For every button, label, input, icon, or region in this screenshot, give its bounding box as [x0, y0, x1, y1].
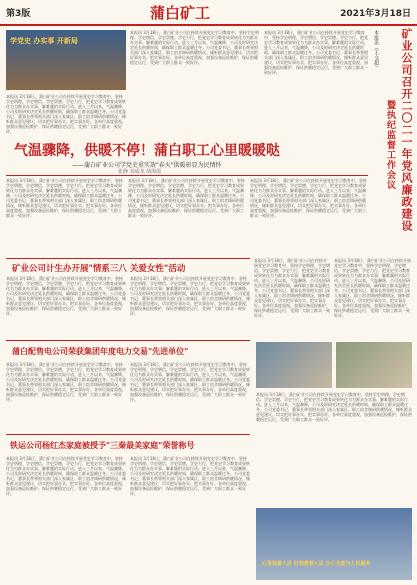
story4-headline: 铁运公司杨红杰家庭被授予"三秦最美家庭"荣誉称号 — [10, 441, 195, 450]
side-col1: 本报讯 3月18日，蒲白矿业公司在持续开展党史学习教育中，坚持学史明理、学史增信、学史崇德、学史力行，把党史学习教育成果转化为为群众办实事、解难题的实际行动。进入三月以来，气温骤降，公司及时研究决定延长供暖时间，确保职工群众温暖过冬。公司党委书记、董事长带领相关部门深入家属区、职工宿舍调研供暖情况，倾听群众意见建议，切实把好事办实、把实事办好。各单位高度重视，加强设备巡检维护，保证供暖稳定运行，受到广大职工群众一致好评。 — [254, 258, 330, 318]
story4-rule — [6, 434, 250, 435]
side-title: 矿业公司召开二〇二一年党风廉政建设 — [400, 28, 413, 232]
side-photo-2 — [336, 342, 412, 388]
side-byline: 本报讯（王文超） — [373, 30, 379, 70]
issue-date: 2021年3月18日 — [340, 9, 411, 19]
side-title2: 暨执纪监督工作会议 — [385, 100, 395, 190]
story1-col3: 本报讯 3月18日，蒲白矿业公司在持续开展党史学习教育中，坚持学史明理、学史增信、学史崇德、学史力行，把党史学习教育成果转化为为群众办实事、解难题的实际行动。进入三月以来，气温骤降，公司及时研究决定延长供暖时间，确保职工群众温暖过冬。公司党委书记、董事长带领相关部门深入家属区、职工宿舍调研供暖情况，倾听群众意见建议，切实把好事办实、把实事办好。各单位高度重视，加强设备巡检维护，保证供暖稳定运行，受到广大职工群众一致好评。 — [250, 178, 367, 218]
masthead: 蒲白矿工 — [150, 4, 211, 22]
story1-headline: 气温骤降，供暖不停！蒲白职工心里暖暖哒 — [14, 143, 280, 159]
story4-col2: 本报讯 3月18日，蒲白矿业公司在持续开展党史学习教育中，坚持学史明理、学史增信、学史崇德、学史力行，把党史学习教育成果转化为为群众办实事、解难题的实际行动。进入三月以来，气温骤降，公司及时研究决定延长供暖时间，确保职工群众温暖过冬。公司党委书记、董事长带领相关部门深入家属区、职工宿舍调研供暖情况，倾听群众意见建议，切实把好事办实、把实事办好。各单位高度重视，加强设备巡检维护，保证供暖稳定运行，受到广大职工群众一致好评。 — [130, 456, 250, 496]
story1-col2: 本报讯 3月18日，蒲白矿业公司在持续开展党史学习教育中，坚持学史明理、学史增信、学史崇德、学史力行，把党史学习教育成果转化为为群众办实事、解难题的实际行动。进入三月以来，气温骤降，公司及时研究决定延长供暖时间，确保职工群众温暖过冬。公司党委书记、董事长带领相关部门深入家属区、职工宿舍调研供暖情况，倾听群众意见建议，切实把好事办实、把实事办好。各单位高度重视，加强设备巡检维护，保证供暖稳定运行，受到广大职工群众一致好评。 — [128, 178, 245, 218]
story1-byline: 张静 刘成龙 胡海霞 — [118, 169, 162, 175]
top-photo — [6, 30, 126, 90]
story2-col1: 本报讯 3月18日，蒲白矿业公司在持续开展党史学习教育中，坚持学史明理、学史增信、学史崇德、学史力行，把党史学习教育成果转化为为群众办实事、解难题的实际行动。进入三月以来，气温骤降，公司及时研究决定延长供暖时间，确保职工群众温暖过冬。公司党委书记、董事长带领相关部门深入家属区、职工宿舍调研供暖情况，倾听群众意见建议，切实把好事办实、把实事办好。各单位高度重视，加强设备巡检维护，保证供暖稳定运行，受到广大职工群众一致好评。 — [6, 276, 126, 316]
side-col2: 本报讯 3月18日，蒲白矿业公司在持续开展党史学习教育中，坚持学史明理、学史增信、学史崇德、学史力行，把党史学习教育成果转化为为群众办实事、解难题的实际行动。进入三月以来，气温骤降，公司及时研究决定延长供暖时间，确保职工群众温暖过冬。公司党委书记、董事长带领相关部门深入家属区、职工宿舍调研供暖情况，倾听群众意见建议，切实把好事办实、把实事办好。各单位高度重视，加强设备巡检维护，保证供暖稳定运行，受到广大职工群众一致好评。 — [334, 258, 411, 318]
top-photo-caption: 学党史 办实事 开新局 — [10, 37, 78, 45]
page-header — [0, 0, 417, 26]
top-photo-text: 本报讯 3月18日，蒲白矿业公司在持续开展党史学习教育中，坚持学史明理、学史增信、学史崇德、学史力行，把党史学习教育成果转化为为群众办实事、解难题的实际行动。进入三月以来，气温骤降，公司及时研究决定延长供暖时间，确保职工群众温暖过冬。公司党委书记、董事长带领相关部门深入家属区、职工宿舍调研供暖情况，倾听群众意见建议，切实把好事办实、把实事办好。各单位高度重视，加强设备巡检维护，保证供暖稳定运行，受到广大职工群众一致好评。 — [6, 94, 126, 134]
side-photo-1 — [256, 342, 332, 388]
bottom-photo — [256, 508, 412, 580]
top-middle-text: 本报讯 3月18日，蒲白矿业公司在持续开展党史学习教育中，坚持学史明理、学史增信、学史崇德、学史力行，把党史学习教育成果转化为为群众办实事、解难题的实际行动。进入三月以来，气温骤降，公司及时研究决定延长供暖时间，确保职工群众温暖过冬。公司党委书记、董事长带领相关部门深入家属区、职工宿舍调研供暖情况，倾听群众意见建议，切实把好事办实、把实事办好。各单位高度重视，加强设备巡检维护，保证供暖稳定运行，受到广大职工群众一致好评。 — [130, 30, 259, 65]
story4-col1: 本报讯 3月18日，蒲白矿业公司在持续开展党史学习教育中，坚持学史明理、学史增信、学史崇德、学史力行，把党史学习教育成果转化为为群众办实事、解难题的实际行动。进入三月以来，气温骤降，公司及时研究决定延长供暖时间，确保职工群众温暖过冬。公司党委书记、董事长带领相关部门深入家属区、职工宿舍调研供暖情况，倾听群众意见建议，切实把好事办实、把实事办好。各单位高度重视，加强设备巡检维护，保证供暖稳定运行，受到广大职工群众一致好评。 — [6, 456, 126, 496]
story2-col2: 本报讯 3月18日，蒲白矿业公司在持续开展党史学习教育中，坚持学史明理、学史增信、学史崇德、学史力行，把党史学习教育成果转化为为群众办实事、解难题的实际行动。进入三月以来，气温骤降，公司及时研究决定延长供暖时间，确保职工群众温暖过冬。公司党委书记、董事长带领相关部门深入家属区、职工宿舍调研供暖情况，倾听群众意见建议，切实把好事办实、把实事办好。各单位高度重视，加强设备巡检维护，保证供暖稳定运行，受到广大职工群众一致好评。 — [130, 276, 250, 316]
side-col3: 本报讯 3月18日，蒲白矿业公司在持续开展党史学习教育中，坚持学史明理、学史增信、学史崇德、学史力行，把党史学习教育成果转化为为群众办实事、解难题的实际行动。进入三月以来，气温骤降，公司及时研究决定延长供暖时间，确保职工群众温暖过冬。公司党委书记、董事长带领相关部门深入家属区、职工宿舍调研供暖情况，倾听群众意见建议，切实把好事办实、把实事办好。各单位高度重视，加强设备巡检维护，保证供暖稳定运行，受到广大职工群众一致好评。 — [256, 392, 412, 422]
story1-subhead: ——蒲白矿业公司学党史重实效"春天"供暖彰显为民情怀 — [72, 162, 222, 169]
story1-rule — [6, 175, 368, 176]
story3-rule — [6, 340, 250, 341]
story1-col1: 本报讯 3月18日，蒲白矿业公司在持续开展党史学习教育中，坚持学史明理、学史增信、学史崇德、学史力行，把党史学习教育成果转化为为群众办实事、解难题的实际行动。进入三月以来，气温骤降，公司及时研究决定延长供暖时间，确保职工群众温暖过冬。公司党委书记、董事长带领相关部门深入家属区、职工宿舍调研供暖情况，倾听群众意见建议，切实把好事办实、把实事办好。各单位高度重视，加强设备巡检维护，保证供暖稳定运行，受到广大职工群众一致好评。 — [6, 178, 123, 218]
story3-col2: 本报讯 3月18日，蒲白矿业公司在持续开展党史学习教育中，坚持学史明理、学史增信、学史崇德、学史力行，把党史学习教育成果转化为为群众办实事、解难题的实际行动。进入三月以来，气温骤降，公司及时研究决定延长供暖时间，确保职工群众温暖过冬。公司党委书记、董事长带领相关部门深入家属区、职工宿舍调研供暖情况，倾听群众意见建议，切实把好事办实、把实事办好。各单位高度重视，加强设备巡检维护，保证供暖稳定运行，受到广大职工群众一致好评。 — [130, 362, 250, 402]
top-right-text: 本报讯 3月18日，蒲白矿业公司在持续开展党史学习教育中，坚持学史明理、学史增信、学史崇德、学史力行，把党史学习教育成果转化为为群众办实事、解难题的实际行动。进入三月以来，气温骤降，公司及时研究决定延长供暖时间，确保职工群众温暖过冬。公司党委书记、董事长带领相关部门深入家属区、职工宿舍调研供暖情况，倾听群众意见建议，切实把好事办实、把实事办好。各单位高度重视，加强设备巡检维护，保证供暖稳定运行，受到广大职工群众一致好评。 — [264, 30, 368, 75]
story2-headline: 矿业公司计生办开展"情系三八 关爱女性"活动 — [12, 264, 186, 274]
story2-rule — [6, 258, 250, 259]
story3-col1: 本报讯 3月18日，蒲白矿业公司在持续开展党史学习教育中，坚持学史明理、学史增信、学史崇德、学史力行，把党史学习教育成果转化为为群众办实事、解难题的实际行动。进入三月以来，气温骤降，公司及时研究决定延长供暖时间，确保职工群众温暖过冬。公司党委书记、董事长带领相关部门深入家属区、职工宿舍调研供暖情况，倾听群众意见建议，切实把好事办实、把实事办好。各单位高度重视，加强设备巡检维护，保证供暖稳定运行，受到广大职工群众一致好评。 — [6, 362, 126, 402]
story3-headline: 蒲白配售电公司荣获集团年度电力交易"先进单位" — [12, 347, 189, 356]
bottom-photo-caption: 心里装着人民 时刻想着人民 全心全意为人民服务 — [262, 561, 371, 567]
page-number: 第3版 — [6, 9, 31, 19]
